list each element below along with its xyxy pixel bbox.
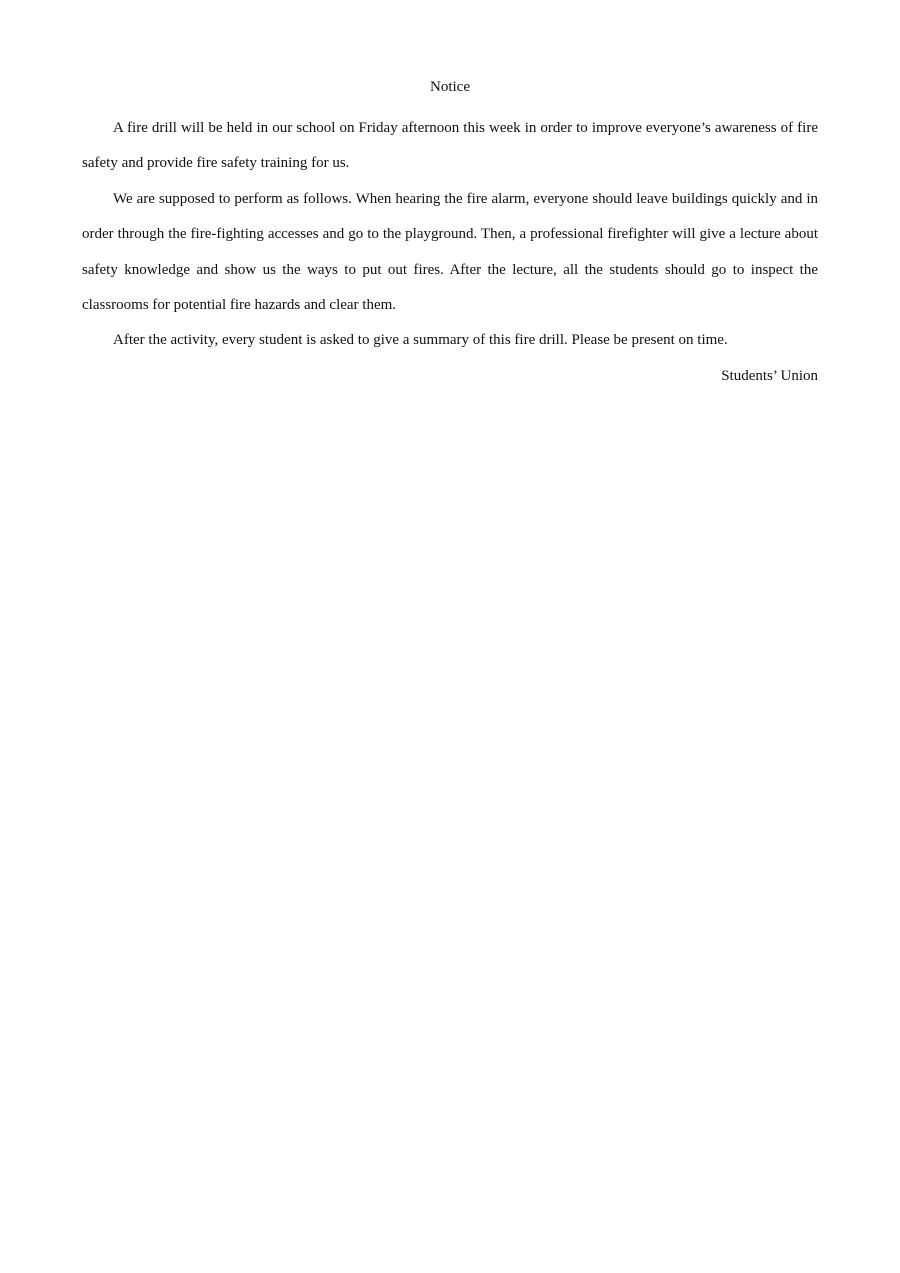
signature: Students’ Union (721, 367, 818, 384)
paragraph-procedure: We are supposed to perform as follows. When hearing the fire alarm, everyone should leave buildings quickly and in order through the fire-fighting accesses and go to the playground. Then, a professional firefighter will give a lecture about safety knowledge and show us the ways to put out fires. After the lecture, all the students should go to inspect the classrooms for potential fire hazards and clear them. (82, 190, 818, 314)
paragraph-summary-request: After the activity, every student is asked to give a summary of this fire drill. Please be present on time. (113, 332, 728, 349)
notice-document (82, 76, 818, 387)
notice-title: Notice (430, 79, 470, 95)
paragraph-announcement: A fire drill will be held in our school on Friday afternoon this week in order to improve everyone’s awareness of fire safety and provide fire safety training for us. (82, 120, 818, 172)
